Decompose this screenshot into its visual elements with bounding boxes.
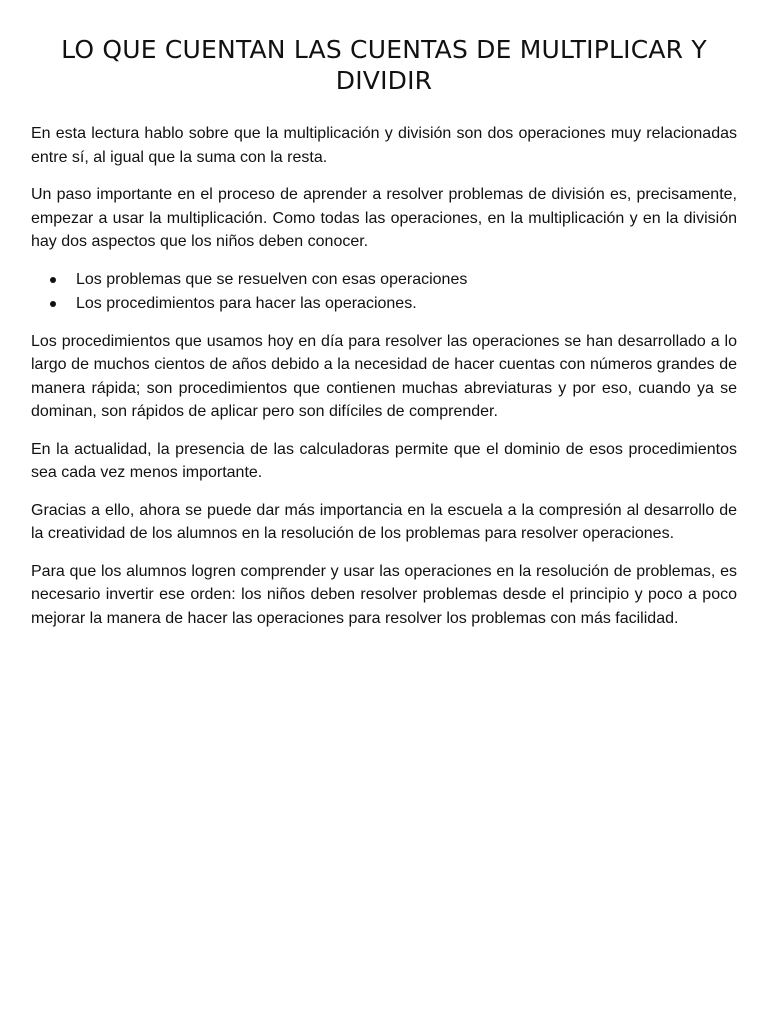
list-item-text: Los problemas que se resuelven con esas operaciones xyxy=(76,270,468,288)
paragraph-procedures: Los procedimientos que usamos hoy en día para resolver las operaciones se han desarrollado a lo largo de muchos cientos de años debido a la necesidad de hacer cuentas con números grandes de manera rápida; son procedimientos que contienen muchas abreviaturas y por eso, cuando ya se dominan, son rápidos de aplicar pero son difíciles de comprender. xyxy=(31,332,737,420)
paragraph-division-step: Un paso importante en el proceso de aprender a resolver problemas de división es, precisamente, empezar a usar la multiplicación. Como todas las operaciones, en la multiplicación y en la división hay dos aspectos que los niños deben conocer. xyxy=(31,186,737,250)
aspects-list xyxy=(31,268,737,316)
paragraph-calculators: En la actualidad, la presencia de las calculadoras permite que el dominio de esos procedimientos sea cada vez menos importante. xyxy=(31,440,737,481)
bullet-icon xyxy=(50,301,56,307)
paragraph-creativity: Gracias a ello, ahora se puede dar más importancia en la escuela a la compresión al desarrollo de la creatividad de los alumnos en la resolución de los problemas para resolver operaciones. xyxy=(31,501,737,542)
bullet-icon xyxy=(50,277,56,283)
paragraph-intro: En esta lectura hablo sobre que la multiplicación y división son dos operaciones muy relacionadas entre sí, al igual que la suma con la resta. xyxy=(31,125,737,166)
paragraph-invert-order: Para que los alumnos logren comprender y usar las operaciones en la resolución de problemas, es necesario invertir ese orden: los niños deben resolver problemas desde el principio y poco a poco mejorar la manera de hacer las operaciones para resolver los problemas con más facilidad. xyxy=(31,562,737,627)
list-item xyxy=(45,268,737,292)
list-item xyxy=(45,292,737,316)
document-title: LO QUE CUENTAN LAS CUENTAS DE MULTIPLICAR Y DIVIDIR xyxy=(61,35,707,95)
list-item-text: Los procedimientos para hacer las operaciones. xyxy=(76,294,417,312)
